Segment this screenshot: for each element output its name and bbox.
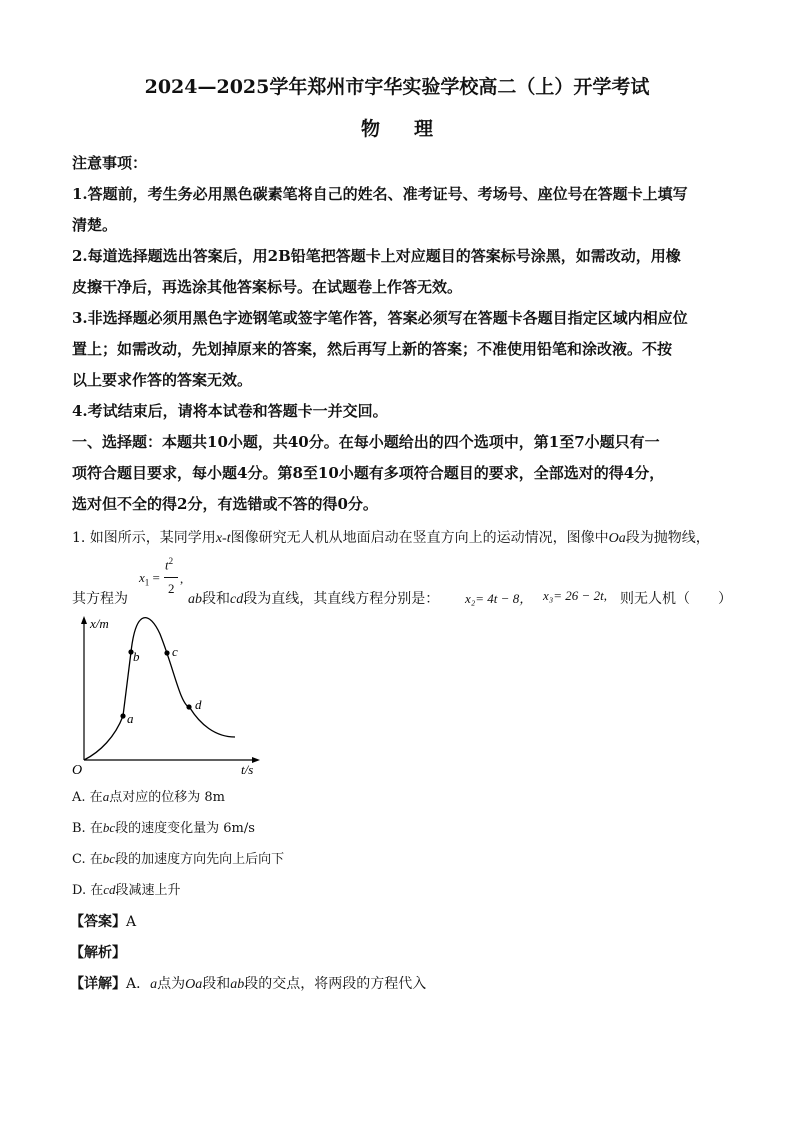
t-var: t: [165, 557, 169, 573]
analysis-label: 【解析】: [70, 945, 126, 961]
detail-text: 段和: [202, 976, 231, 992]
q1-line2-b: [188, 588, 439, 608]
q1-equation-x1: [139, 570, 160, 588]
detail-line: [70, 973, 426, 993]
q1-cd: cd: [230, 592, 244, 607]
exam-title: 2024—2025学年郑州市宇华实验学校高二（上）开学考试: [144, 76, 650, 98]
label-a: a: [127, 711, 134, 726]
origin-label: O: [72, 763, 83, 778]
answer-value: A: [126, 914, 137, 930]
detail-var: a: [150, 977, 158, 992]
q1-fraction-den: 2: [168, 581, 175, 596]
notice-line: 2.每道选择题选出答案后，用2B铅笔把答题卡上对应题目的答案标号涂黑，如需改动，用橡: [72, 247, 681, 265]
q1-line2-d: 则无人机（: [620, 591, 690, 607]
option-letter: A.: [72, 790, 86, 805]
option-text: 段的加速度方向先向上后向下: [115, 852, 285, 867]
label-c: c: [172, 644, 178, 659]
point-d: [186, 704, 191, 709]
option-c: [72, 848, 284, 867]
option-letter: B.: [72, 821, 86, 836]
answer-label: 【答案】: [70, 914, 126, 930]
notice-line: 皮擦干净后，再选涂其他答案标号。在试题卷上作答无效。: [72, 278, 463, 296]
q1-ab: ab: [188, 592, 202, 607]
x-axis-label: t/s: [241, 762, 254, 777]
option-letter: C.: [72, 852, 86, 867]
option-var: a: [102, 789, 110, 804]
x1-var: x: [139, 570, 145, 585]
notice-line: 4.考试结束后，请将本试卷和答题卡一并交回。: [72, 402, 388, 420]
point-c: [164, 650, 169, 655]
detail-text: A．: [126, 976, 151, 992]
q1-eq2: x₂= 4t − 8，: [465, 591, 533, 606]
notice-line: 3.非选择题必须用黑色字迹钢笔或签字笔作答，答案必须写在答题卡各题目指定区域内相应位: [72, 309, 688, 327]
q1-eq3: x₃= 26 − 2t,: [543, 588, 607, 603]
q1-bracket-close: ）: [718, 591, 732, 607]
q1-text: 段和: [202, 591, 230, 607]
q1-text: 段为直线，其直线方程分别是：: [243, 591, 440, 607]
q1-comma: ,: [180, 571, 184, 586]
option-text: 在: [90, 883, 104, 898]
option-letter: D.: [72, 883, 87, 898]
xt-curve: [84, 618, 235, 760]
detail-var: Oa: [185, 977, 203, 992]
y-axis-label: x/m: [90, 616, 109, 631]
question-1-stem-line1: [72, 527, 710, 547]
section-line: 选对但不全的得2分，有选错或不答的得0分。: [72, 495, 378, 513]
y-axis-arrow: [81, 616, 87, 624]
option-d: [72, 879, 181, 898]
xt-graph: [60, 612, 270, 782]
section-line: 一、选择题：本题共10小题，共40分。在每小题给出的四个选项中，第1至7小题只有一: [72, 433, 660, 451]
q1-text: 图像研究无人机从地面启动在竖直方向上的运动情况，图像中: [230, 530, 609, 546]
detail-text: 段的交点，将两段的方程代入: [244, 976, 427, 992]
fraction-bar: [164, 577, 178, 578]
option-b: [72, 817, 255, 836]
notice-line: 1.答题前，考生务必用黑色碳素笔将自己的姓名、准考证号、考场号、座位号在答题卡上填写: [72, 185, 688, 203]
notice-line: 置上；如需改动，先划掉原来的答案，然后再写上新的答案；不准使用铅笔和涂改液。不按: [72, 340, 673, 358]
subject-title: 物理: [360, 118, 467, 140]
point-a: [120, 713, 125, 718]
detail-label: 【详解】: [70, 976, 126, 992]
eq-sign: =: [152, 570, 160, 585]
label-d: d: [195, 697, 202, 712]
option-var: bc: [102, 820, 116, 835]
t-sup: 2: [168, 556, 174, 566]
notice-line: 清楚。: [72, 216, 118, 234]
option-text: 段的速度变化量为 6m/s: [115, 821, 255, 836]
option-text: 在: [89, 790, 103, 805]
answer-line: [70, 911, 136, 931]
option-text: 段减速上升: [115, 883, 181, 898]
q1-xt: x-t: [215, 531, 231, 546]
option-a: [72, 786, 225, 805]
q1-text: 段为抛物线，: [625, 530, 710, 546]
option-var: cd: [103, 882, 116, 897]
notice-heading: 注意事项：: [72, 154, 148, 172]
x1-sub: 1: [144, 577, 150, 588]
option-text: 在: [89, 821, 103, 836]
option-var: bc: [102, 851, 116, 866]
detail-var: ab: [230, 977, 245, 992]
detail-text: 点为: [157, 976, 186, 992]
section-line: 项符合题目要求，每小题4分。第8至10小题有多项符合题目的要求，全部选对的得4分，: [72, 464, 665, 482]
label-b: b: [133, 649, 140, 664]
option-text: 在: [89, 852, 103, 867]
option-text: 点对应的位移为 8m: [109, 790, 225, 805]
q1-oa: Oa: [608, 531, 626, 546]
q1-text: 1. 如图所示，某同学用: [72, 530, 216, 546]
notice-line: 以上要求作答的答案无效。: [72, 371, 253, 389]
q1-line2-a: 其方程为: [72, 591, 128, 607]
q1-fraction-num: [165, 556, 173, 573]
